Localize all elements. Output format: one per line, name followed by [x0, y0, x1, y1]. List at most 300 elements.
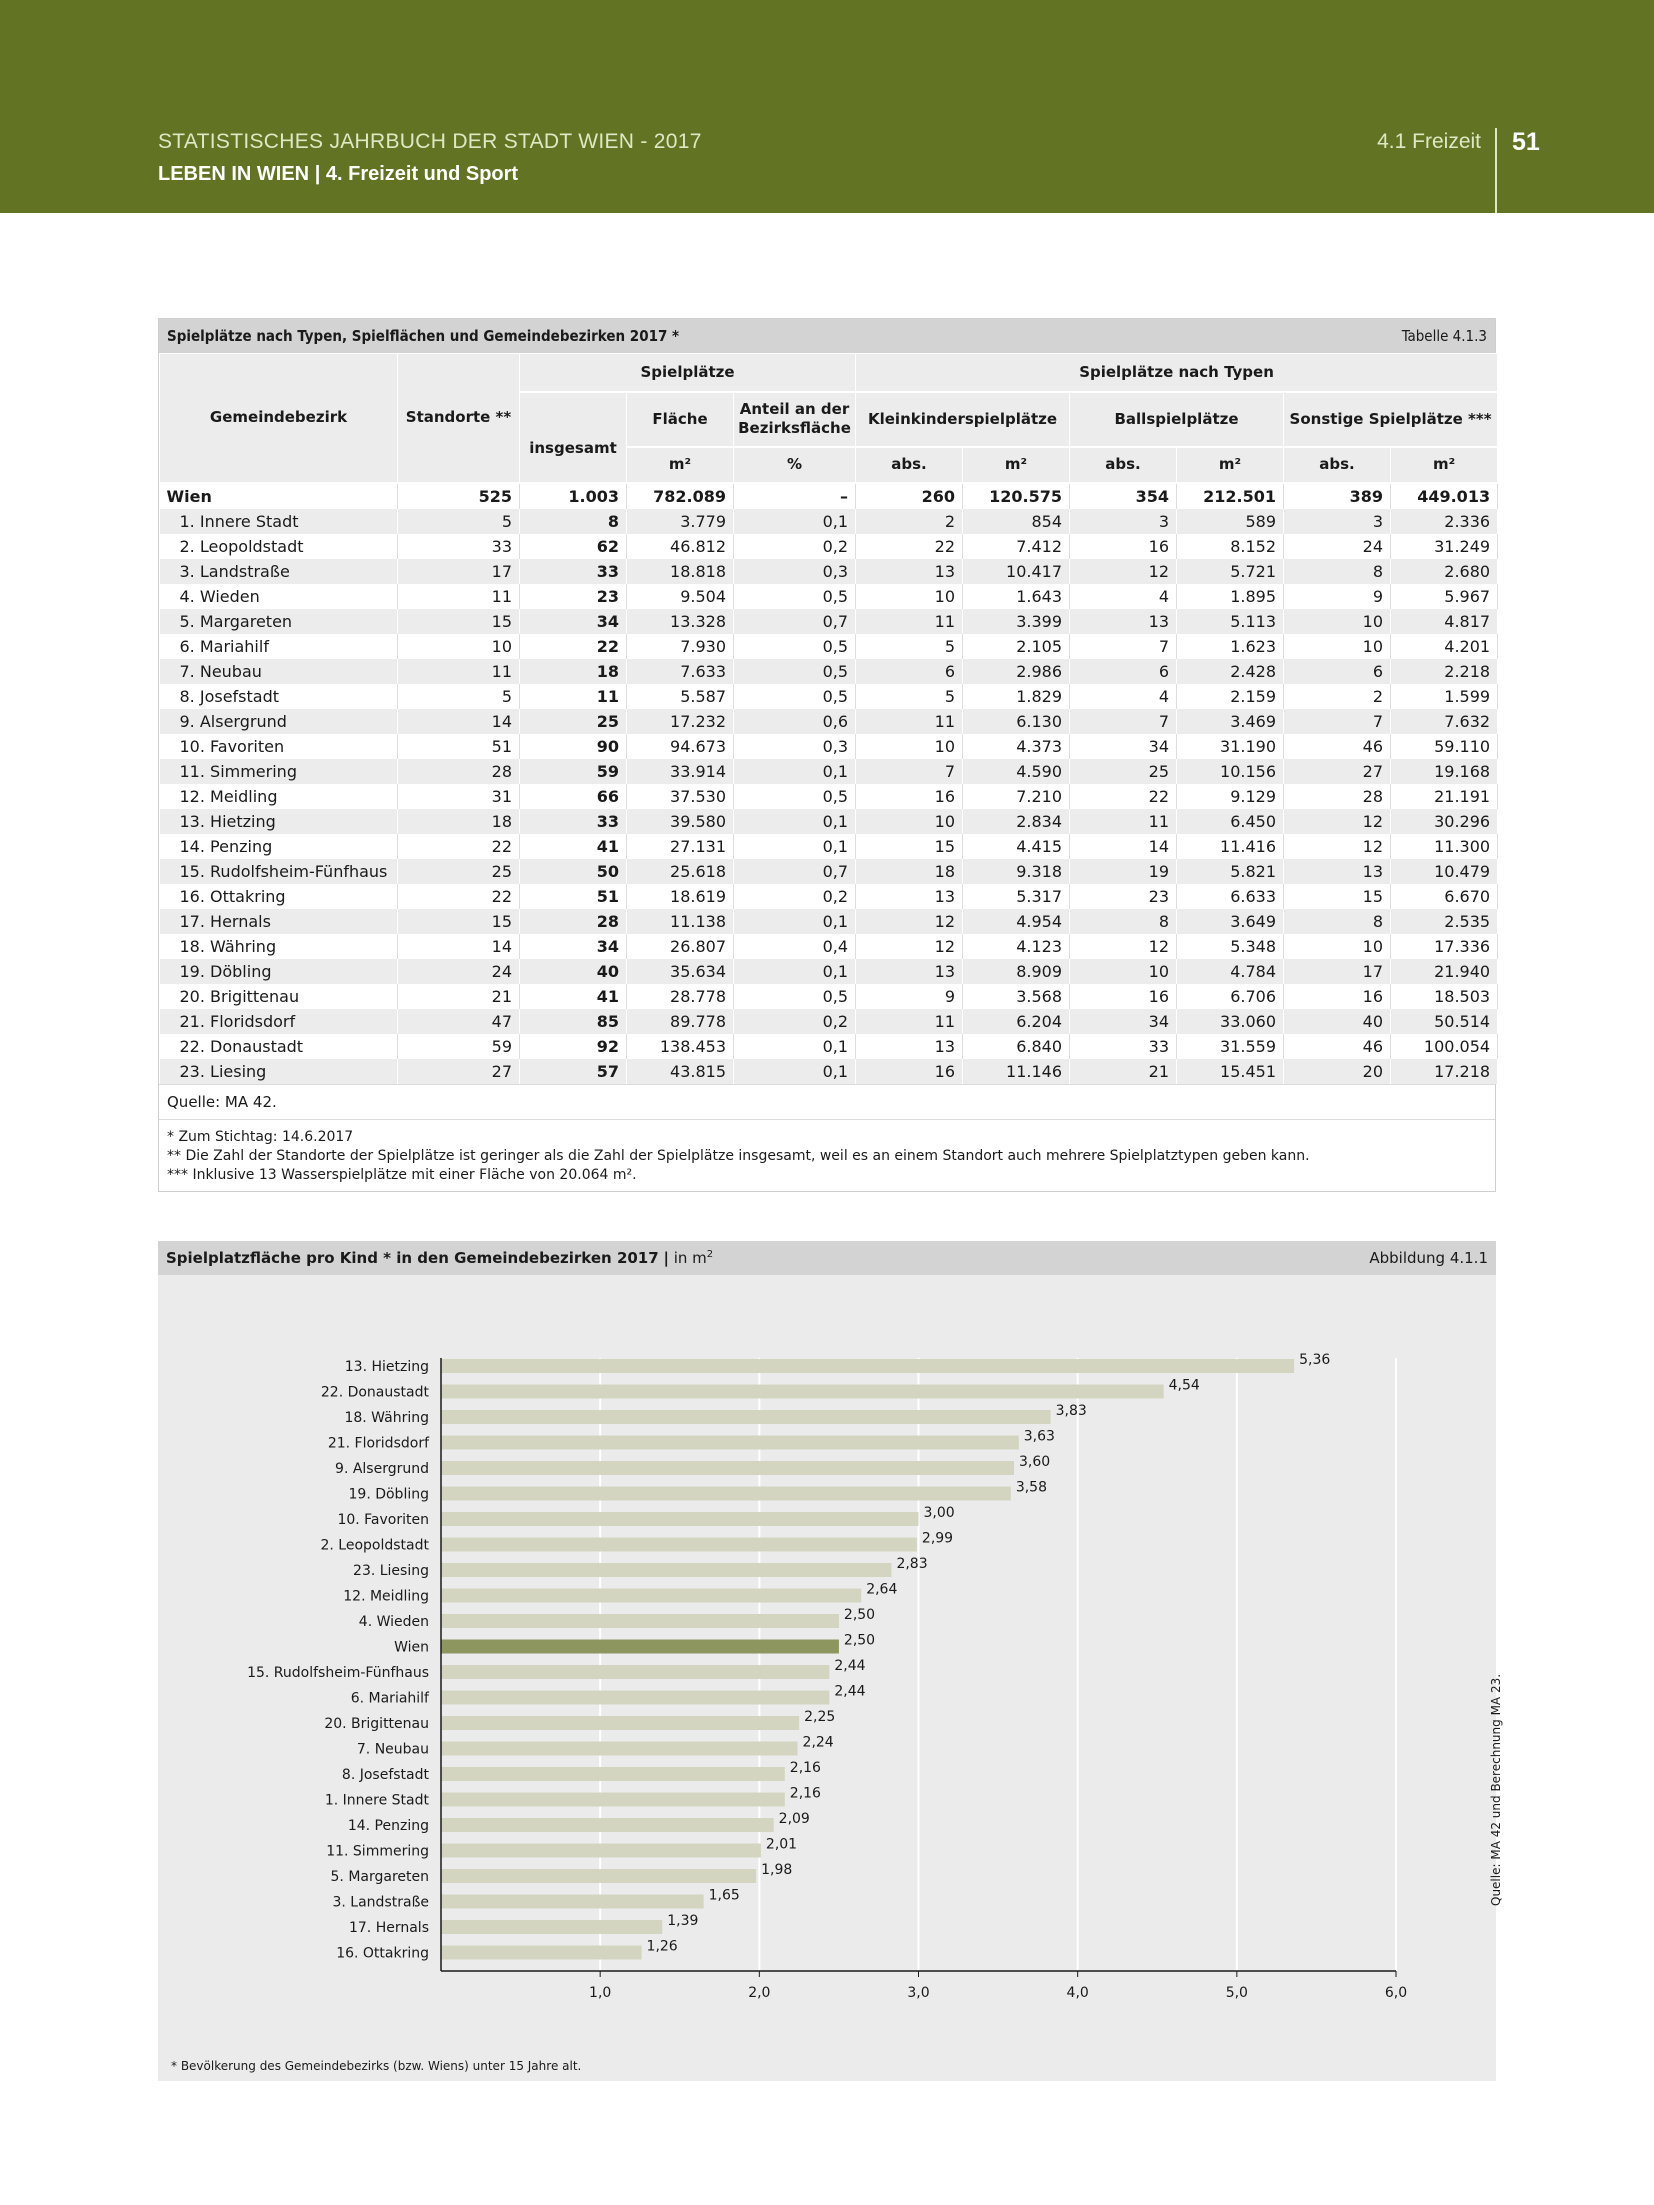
table-cell: 5.317 — [963, 884, 1070, 909]
table-cell: 13 — [856, 1034, 963, 1059]
header-ball: Ballspielplätze — [1070, 392, 1284, 447]
table-cell: 16 — [1070, 984, 1177, 1009]
table-cell: 66 — [520, 784, 627, 809]
bar — [441, 1767, 785, 1781]
table-cell: 1.599 — [1391, 684, 1498, 709]
table-cell: 525 — [398, 483, 520, 509]
table-row — [160, 934, 1498, 959]
table-cell: 85 — [520, 1009, 627, 1034]
bar — [441, 1895, 704, 1909]
value-label: 2,50 — [843, 1607, 876, 1623]
table-cell: 51 — [398, 734, 520, 759]
table-cell: 10 — [1284, 634, 1391, 659]
table-cell: 30.296 — [1391, 809, 1498, 834]
value-label: 2,44 — [834, 1658, 866, 1674]
table-cell: 19.168 — [1391, 759, 1498, 784]
table-cell: 34 — [520, 934, 627, 959]
category-label: 1. Innere Stadt — [324, 1792, 429, 1809]
table-cell: 5 — [856, 684, 963, 709]
table-cell: 6 — [1284, 659, 1391, 684]
table-cell: 7.633 — [627, 659, 734, 684]
table-row — [160, 759, 1498, 784]
table-cell: 10 — [856, 809, 963, 834]
category-label: 9. Alsergrund — [335, 1461, 429, 1477]
table-cell: 22 — [398, 884, 520, 909]
value-label: 2,25 — [804, 1709, 836, 1725]
category-label: 8. Josefstadt — [341, 1767, 429, 1783]
table-cell: 46 — [1284, 1034, 1391, 1059]
unit-toddler-m2: m² — [963, 447, 1070, 483]
table-cell: 51 — [520, 884, 627, 909]
table-cell: 0,1 — [734, 959, 856, 984]
value-label: 2,16 — [789, 1760, 821, 1776]
table-cell: 59 — [398, 1034, 520, 1059]
table-cell: 120.575 — [963, 483, 1070, 509]
table-cell: 6 — [856, 659, 963, 684]
table-cell: 31 — [398, 784, 520, 809]
table-cell: 11 — [856, 1009, 963, 1034]
table-cell: 10.156 — [1177, 759, 1284, 784]
header-by-type: Spielplätze nach Typen — [856, 354, 1498, 392]
table-row — [160, 559, 1498, 584]
table-row — [160, 1009, 1498, 1034]
bar — [441, 1665, 829, 1679]
table-cell: 17.336 — [1391, 934, 1498, 959]
table-cell: 34 — [520, 609, 627, 634]
table-cell: 24 — [398, 959, 520, 984]
district-name-cell: 5. Margareten — [160, 609, 398, 634]
table-cell: 6.130 — [963, 709, 1070, 734]
table-cell: 6.840 — [963, 1034, 1070, 1059]
category-label: 14. Penzing — [347, 1818, 429, 1834]
table-number: Tabelle 4.1.3 — [1401, 327, 1487, 345]
table-cell: 18 — [398, 809, 520, 834]
table-row — [160, 659, 1498, 684]
table-cell: 5.967 — [1391, 584, 1498, 609]
table-cell: 0,2 — [734, 884, 856, 909]
table-cell: 7.930 — [627, 634, 734, 659]
table-cell: 3 — [1284, 509, 1391, 534]
table-cell: 589 — [1177, 509, 1284, 534]
district-name-cell: 20. Brigittenau — [160, 984, 398, 1009]
bar — [441, 1844, 761, 1858]
table-cell: 39.580 — [627, 809, 734, 834]
table-cell: 7.412 — [963, 534, 1070, 559]
table-cell: 13.328 — [627, 609, 734, 634]
table-cell: 59.110 — [1391, 734, 1498, 759]
table-cell: 11 — [398, 659, 520, 684]
table-cell: 11 — [1070, 809, 1177, 834]
category-label: 18. Währing — [344, 1410, 429, 1426]
table-cell: 3.779 — [627, 509, 734, 534]
table-cell: 5 — [398, 684, 520, 709]
table-cell: 10 — [1284, 609, 1391, 634]
table-cell: 5.821 — [1177, 859, 1284, 884]
district-name-cell: 3. Landstraße — [160, 559, 398, 584]
value-label: 3,83 — [1055, 1403, 1087, 1419]
table-cell: 11 — [520, 684, 627, 709]
table-cell: 5.113 — [1177, 609, 1284, 634]
table-cell: 6 — [1070, 659, 1177, 684]
table-cell: 14 — [1070, 834, 1177, 859]
table-cell: 6.670 — [1391, 884, 1498, 909]
bar — [441, 1461, 1014, 1475]
table-cell: 10.479 — [1391, 859, 1498, 884]
table-cell: 11.138 — [627, 909, 734, 934]
table-cell: 6.204 — [963, 1009, 1070, 1034]
table-cell: 21 — [1070, 1059, 1177, 1084]
table-cell: 260 — [856, 483, 963, 509]
table-cell: 4.817 — [1391, 609, 1498, 634]
header-district: Gemeindebezirk — [160, 354, 398, 483]
table-cell: 33.914 — [627, 759, 734, 784]
table-cell: 1.895 — [1177, 584, 1284, 609]
table-cell: 27 — [1284, 759, 1391, 784]
table-cell: 14 — [398, 934, 520, 959]
page-header — [0, 0, 1654, 213]
unit-ball-abs: abs. — [1070, 447, 1177, 483]
figure-title-main: Spielplatzfläche pro Kind * in den Gemeindebezirken 2017 — [166, 1249, 659, 1267]
table-cell: 18.818 — [627, 559, 734, 584]
section-label: 4.1 Freizeit — [1377, 130, 1481, 153]
table-cell: 3.469 — [1177, 709, 1284, 734]
bar — [441, 1818, 774, 1832]
table-cell: 33 — [520, 809, 627, 834]
data-table — [159, 353, 1498, 1084]
table-cell: 212.501 — [1177, 483, 1284, 509]
district-name-cell: 9. Alsergrund — [160, 709, 398, 734]
table-cell: 33 — [398, 534, 520, 559]
bar — [441, 1946, 642, 1960]
header-share: Anteil an der Bezirksfläche — [734, 392, 856, 447]
table-cell: 15 — [856, 834, 963, 859]
table-cell: 33 — [1070, 1034, 1177, 1059]
table-row — [160, 584, 1498, 609]
table-cell: 1.829 — [963, 684, 1070, 709]
table-cell: 2.105 — [963, 634, 1070, 659]
table-cell: 2 — [856, 509, 963, 534]
table-cell: 33 — [520, 559, 627, 584]
table-cell: 389 — [1284, 483, 1391, 509]
page-number: 51 — [1512, 128, 1540, 156]
table-cell: 5.587 — [627, 684, 734, 709]
table-cell: 15 — [398, 909, 520, 934]
table-row — [160, 609, 1498, 634]
figure-source: Quelle: MA 42 und Berechnung MA 23. — [1489, 1673, 1503, 1906]
unit-share: % — [734, 447, 856, 483]
table-cell: 18.503 — [1391, 984, 1498, 1009]
table-cell: 40 — [520, 959, 627, 984]
table-cell: 1.003 — [520, 483, 627, 509]
table-cell: 13 — [856, 959, 963, 984]
bar — [441, 1589, 861, 1603]
table-cell: 2.535 — [1391, 909, 1498, 934]
district-name-cell: 11. Simmering — [160, 759, 398, 784]
category-label: 3. Landstraße — [332, 1894, 429, 1911]
table-cell: 4.784 — [1177, 959, 1284, 984]
x-tick-label: 6,0 — [1384, 1985, 1408, 2001]
district-name-cell: 15. Rudolfsheim-Fünfhaus — [160, 859, 398, 884]
figure-title-sup: 2 — [706, 1249, 714, 1260]
table-cell: 10 — [1070, 959, 1177, 984]
chapter-subtitle — [158, 163, 518, 186]
table-cell: 13 — [1070, 609, 1177, 634]
table-row — [160, 534, 1498, 559]
table-cell: 34 — [1070, 734, 1177, 759]
table-cell: 6.633 — [1177, 884, 1284, 909]
table-cell: 46.812 — [627, 534, 734, 559]
value-label: 4,54 — [1168, 1377, 1200, 1394]
district-name-cell: 18. Währing — [160, 934, 398, 959]
category-label: 11. Simmering — [326, 1843, 429, 1860]
value-label: 2,44 — [834, 1683, 866, 1700]
district-name-cell: Wien — [160, 483, 398, 509]
header-area: Fläche — [627, 392, 734, 447]
table-row — [160, 709, 1498, 734]
table-cell: 782.089 — [627, 483, 734, 509]
table-cell: 2.218 — [1391, 659, 1498, 684]
table-cell: 25 — [520, 709, 627, 734]
table-cell: 10 — [1284, 934, 1391, 959]
table-cell: 10.417 — [963, 559, 1070, 584]
category-label: 20. Brigittenau — [324, 1716, 429, 1732]
table-row — [160, 884, 1498, 909]
district-name-cell: 19. Döbling — [160, 959, 398, 984]
table-cell: 11 — [856, 709, 963, 734]
value-label: 2,64 — [866, 1581, 898, 1598]
table-cell: 0,7 — [734, 609, 856, 634]
table-cell: 3.649 — [1177, 909, 1284, 934]
table-cell: 2.336 — [1391, 509, 1498, 534]
unit-ball-m2: m² — [1177, 447, 1284, 483]
table-cell: 28 — [1284, 784, 1391, 809]
table-cell: 33.060 — [1177, 1009, 1284, 1034]
bar-chart — [158, 1241, 1496, 2081]
table-cell: 0,1 — [734, 1034, 856, 1059]
table-cell: 0,5 — [734, 634, 856, 659]
bar — [441, 1716, 799, 1730]
category-label: 2. Leopoldstadt — [320, 1537, 429, 1554]
table-cell: 8.909 — [963, 959, 1070, 984]
table-cell: 7 — [1070, 634, 1177, 659]
x-tick-label: 5,0 — [1225, 1985, 1248, 2001]
table-cell: 0,5 — [734, 984, 856, 1009]
table-cell: 4.954 — [963, 909, 1070, 934]
table-cell: 11.300 — [1391, 834, 1498, 859]
district-name-cell: 1. Innere Stadt — [160, 509, 398, 534]
bar — [441, 1359, 1294, 1373]
figure-number: Abbildung 4.1.1 — [1369, 1249, 1488, 1267]
table-cell: 0,3 — [734, 559, 856, 584]
x-tick-label: 4,0 — [1066, 1985, 1089, 2001]
table-cell: 0,4 — [734, 934, 856, 959]
table-cell: 37.530 — [627, 784, 734, 809]
bar — [441, 1614, 839, 1628]
header-total: insgesamt — [520, 392, 627, 483]
district-name-cell: 22. Donaustadt — [160, 1034, 398, 1059]
category-label: 22. Donaustadt — [320, 1384, 429, 1401]
table-cell: 6.706 — [1177, 984, 1284, 1009]
table-cell: 0,1 — [734, 759, 856, 784]
table-notes — [159, 1119, 1495, 1191]
table-row — [160, 1034, 1498, 1059]
category-label: 17. Hernals — [348, 1920, 429, 1936]
table-cell: 7.210 — [963, 784, 1070, 809]
table-cell: 3.399 — [963, 609, 1070, 634]
table-cell: 50.514 — [1391, 1009, 1498, 1034]
table-cell: 9.318 — [963, 859, 1070, 884]
table-cell: 17.232 — [627, 709, 734, 734]
table-cell: 15.451 — [1177, 1059, 1284, 1084]
table-row — [160, 859, 1498, 884]
figure-note: * Bevölkerung des Gemeindebezirks (bzw. Wiens) unter 15 Jahre alt. — [171, 2059, 582, 2073]
table-cell: 0,6 — [734, 709, 856, 734]
bar — [441, 1512, 919, 1526]
table-cell: 18 — [520, 659, 627, 684]
table-cell: 9.504 — [627, 584, 734, 609]
table-cell: 24 — [1284, 534, 1391, 559]
district-name-cell: 16. Ottakring — [160, 884, 398, 909]
table-source: Quelle: MA 42. — [159, 1084, 1495, 1119]
category-label: 12. Meidling — [343, 1588, 429, 1605]
table-cell: 11 — [398, 584, 520, 609]
table-note: ** Die Zahl der Standorte der Spielplätze ist geringer als die Zahl der Spielplätze insgesamt, weil es an einem Standort auch mehrere Spielplatztypen geben kann. — [167, 1147, 1310, 1164]
table-cell: 31.559 — [1177, 1034, 1284, 1059]
district-name-cell: 10. Favoriten — [160, 734, 398, 759]
value-label: 5,36 — [1299, 1352, 1331, 1368]
bar — [441, 1538, 917, 1552]
bar — [441, 1793, 785, 1807]
table-cell: 354 — [1070, 483, 1177, 509]
table-cell: 15 — [398, 609, 520, 634]
table-cell: 15 — [1284, 884, 1391, 909]
figure-title-separator: | — [663, 1249, 669, 1267]
x-tick-label: 1,0 — [589, 1985, 612, 2001]
table-cell: 0,2 — [734, 534, 856, 559]
table-cell: 10 — [856, 584, 963, 609]
header-divider — [1495, 128, 1497, 213]
category-label: 13. Hietzing — [344, 1359, 429, 1375]
table-cell: 3.568 — [963, 984, 1070, 1009]
table-cell: 7 — [1070, 709, 1177, 734]
table-cell: 6.450 — [1177, 809, 1284, 834]
x-tick-label: 3,0 — [907, 1985, 930, 2001]
playground-table — [158, 318, 1496, 1192]
category-label: 5. Margareten — [330, 1869, 429, 1885]
table-note: * Zum Stichtag: 14.6.2017 — [167, 1128, 354, 1145]
district-name-cell: 14. Penzing — [160, 834, 398, 859]
table-cell: 8 — [1284, 559, 1391, 584]
district-name-cell: 7. Neubau — [160, 659, 398, 684]
table-cell: 138.453 — [627, 1034, 734, 1059]
table-cell: 2.159 — [1177, 684, 1284, 709]
district-name-cell: 21. Floridsdorf — [160, 1009, 398, 1034]
table-cell: 25.618 — [627, 859, 734, 884]
table-cell: 28.778 — [627, 984, 734, 1009]
value-label: 1,98 — [761, 1862, 793, 1878]
table-cell: 23 — [1070, 884, 1177, 909]
table-cell: 0,1 — [734, 509, 856, 534]
table-cell: 31.249 — [1391, 534, 1498, 559]
table-cell: 10 — [856, 734, 963, 759]
table-cell: 7 — [1284, 709, 1391, 734]
x-tick-label: 2,0 — [748, 1985, 771, 2001]
table-cell: 31.190 — [1177, 734, 1284, 759]
table-cell: 11.146 — [963, 1059, 1070, 1084]
table-row — [160, 784, 1498, 809]
table-cell: 25 — [398, 859, 520, 884]
table-cell: 854 — [963, 509, 1070, 534]
table-cell: 2 — [1284, 684, 1391, 709]
district-name-cell: 23. Liesing — [160, 1059, 398, 1084]
table-cell: 18 — [856, 859, 963, 884]
table-cell: 2.986 — [963, 659, 1070, 684]
table-cell: 22 — [398, 834, 520, 859]
unit-area: m² — [627, 447, 734, 483]
table-cell: 4.201 — [1391, 634, 1498, 659]
table-cell: 5 — [398, 509, 520, 534]
table-cell: 17 — [1284, 959, 1391, 984]
bar — [441, 1563, 891, 1577]
bar — [441, 1869, 756, 1883]
table-cell: – — [734, 483, 856, 509]
table-cell: 16 — [856, 1059, 963, 1084]
table-cell: 0,1 — [734, 909, 856, 934]
table-cell: 2.834 — [963, 809, 1070, 834]
table-row — [160, 959, 1498, 984]
table-cell: 8 — [520, 509, 627, 534]
table-cell: 9.129 — [1177, 784, 1284, 809]
table-cell: 2.428 — [1177, 659, 1284, 684]
table-cell: 62 — [520, 534, 627, 559]
table-cell: 1.643 — [963, 584, 1070, 609]
table-cell: 94.673 — [627, 734, 734, 759]
category-label: 10. Favoriten — [337, 1512, 429, 1528]
table-cell: 0,5 — [734, 784, 856, 809]
table-cell: 4 — [1070, 684, 1177, 709]
unit-other-m2: m² — [1391, 447, 1498, 483]
chapter-bold: LEBEN IN WIEN — [158, 163, 310, 185]
value-label: 2,16 — [789, 1785, 821, 1802]
table-cell: 22 — [520, 634, 627, 659]
table-cell: 28 — [398, 759, 520, 784]
table-cell: 21.191 — [1391, 784, 1498, 809]
table-cell: 0,5 — [734, 684, 856, 709]
value-label: 3,60 — [1019, 1454, 1051, 1470]
table-row — [160, 734, 1498, 759]
table-cell: 18.619 — [627, 884, 734, 909]
table-cell: 8.152 — [1177, 534, 1284, 559]
table-cell: 4.590 — [963, 759, 1070, 784]
category-label: 4. Wieden — [358, 1614, 429, 1630]
value-label: 3,63 — [1023, 1428, 1055, 1445]
category-label: 15. Rudolfsheim-Fünfhaus — [247, 1665, 429, 1681]
table-cell: 26.807 — [627, 934, 734, 959]
category-label: 23. Liesing — [353, 1563, 429, 1579]
table-cell: 47 — [398, 1009, 520, 1034]
value-label: 2,01 — [765, 1836, 798, 1853]
table-cell: 0,1 — [734, 834, 856, 859]
header-playgrounds: Spielplätze — [520, 354, 856, 392]
table-cell: 7 — [856, 759, 963, 784]
district-name-cell: 2. Leopoldstadt — [160, 534, 398, 559]
table-cell: 21 — [398, 984, 520, 1009]
table-cell: 41 — [520, 984, 627, 1009]
chapter-name: 4. Freizeit und Sport — [325, 163, 519, 185]
unit-other-abs: abs. — [1284, 447, 1391, 483]
table-cell: 4.123 — [963, 934, 1070, 959]
category-label: 21. Floridsdorf — [327, 1435, 429, 1452]
